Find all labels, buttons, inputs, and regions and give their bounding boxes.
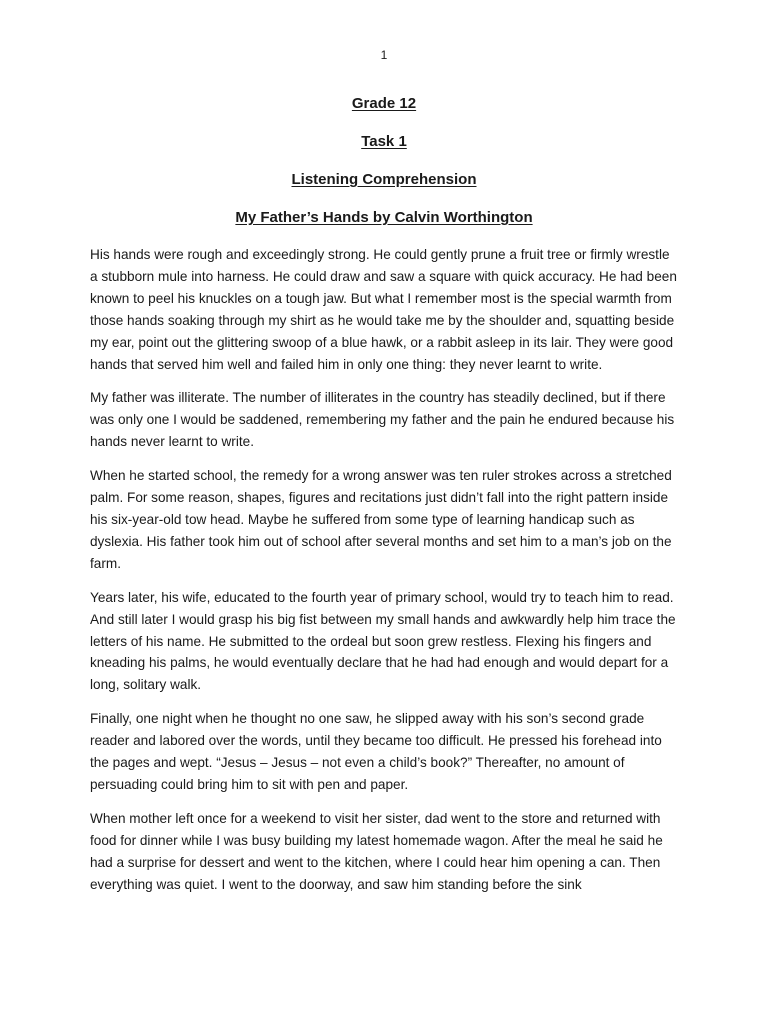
task-heading: Task 1 bbox=[361, 133, 407, 150]
paragraph-2: My father was illiterate. The number of illiterates in the country has steadily declined, but if there was only one I would be saddened, remembering my father and the pain he endured because his hands never learnt to write. bbox=[90, 390, 675, 450]
grade-heading: Grade 12 bbox=[351, 95, 417, 112]
paragraph-5: Finally, one night when he thought no one saw, he slipped away with his son’s second grade reader and labored over the words, until they became too difficult. He pressed his forehead into the pages and wept. “Jesus – Jesus – not even a child’s book?” Thereafter, no amount of persuading could bring him to sit with pen and paper. bbox=[90, 711, 662, 792]
story-body bbox=[90, 244, 680, 907]
section-heading: Listening Comprehension bbox=[291, 171, 477, 188]
paragraph-1: His hands were rough and exceedingly strong. He could gently prune a fruit tree or firmly wrestle a stubborn mule into harness. He could draw and saw a square with quick accuracy. He had been known to peel his knuckles on a tough jaw. But what I remember most is the special warmth from those hands soaking through my shirt as he would take me by the shoulder and, squatting beside my ear, point out the glittering swoop of a blue hawk, or a rabbit asleep in its lair. They were good hands that served him well and failed him in only one thing: they never learnt to write. bbox=[90, 247, 677, 372]
paragraph-3: When he started school, the remedy for a wrong answer was ten ruler strokes across a stretched palm. For some reason, shapes, figures and recitations just didn’t fall into the right pattern inside his six-year-old tow head. Maybe he suffered from some type of learning handicap such as dyslexia. His father took him out of school after several months and set him to a man’s job on the farm. bbox=[90, 468, 672, 571]
paragraph-4: Years later, his wife, educated to the fourth year of primary school, would try to teach him to read. And still later I would grasp his big fist between my small hands and awkwardly help him trace the letters of his name. He submitted to the ordeal but soon grew restless. Flexing his fingers and kneading his palms, he would eventually declare that he had had enough and would depart for a long, solitary walk. bbox=[90, 589, 676, 693]
story-title: My Father’s Hands by Calvin Worthington bbox=[235, 209, 533, 226]
page-number: 1 bbox=[380, 48, 388, 62]
paragraph-6: When mother left once for a weekend to visit her sister, dad went to the store and returned with food for dinner while I was busy building my latest homemade wagon. After the meal he said he had a surprise for dessert and went to the kitchen, where I could hear him opening a can. Then everything was quiet. I went to the doorway, and saw him standing before the sink bbox=[90, 810, 663, 892]
